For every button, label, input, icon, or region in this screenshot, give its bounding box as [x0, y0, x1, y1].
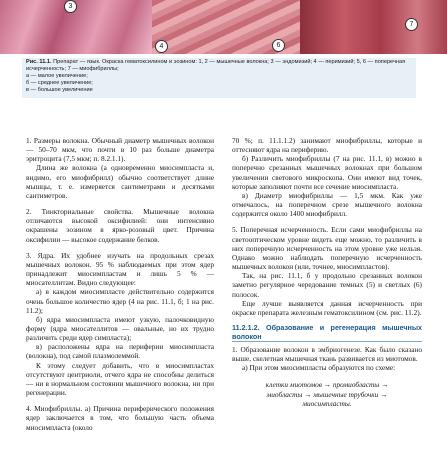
paragraph: 5. Поперечная исчерченность. Если сами миофибриллы на светооптическом уровне видеть еще можно, то различить в них поперечную исчерченность на этом уровне уже нельзя. Однако можно наблюдать поперечную исчерченность мышечных волокон (или, точнее, миосимпластов). [232, 225, 422, 272]
scheme-line: миосимпласты. [302, 398, 352, 408]
left-column [26, 136, 214, 432]
paragraph: 1. Размеры волокна. Обычный диаметр мышечных волокон — 50–70 мкм, что почти в 10 раз больше диаметра эритроцита (7,5 мкм; п. 8.2.1.1). [26, 136, 214, 164]
caption-title: Рис. 11.1. [26, 59, 52, 65]
paragraph: 1. Образование волокон в эмбриогенезе. Как было сказано выше, скелетная мышечная ткань развивается из миотомов. [232, 344, 422, 364]
paragraph: 3. Ядра. Их удобнее изучать на продольных срезах мышечных волокон. 95 % наблюдаемых при этом ядер принадлежит миосимпластам и лишь 5 % — миосателлитам. Видно следующее: [26, 250, 214, 288]
paragraph: 70 %; п. 11.1.1.2) занимают миофибриллы, которые и оттесняют ядра на периферию. [232, 136, 422, 155]
photo-large-magnification [300, 0, 447, 54]
figure-marker: 6 [272, 39, 285, 52]
paragraph: К этому следует добавить, что в миосимпластах отсутствуют центриоли, отчего ядра не способны делиться — ни в нормальном состоянии мышечного волокна, ни при регенерации. [26, 360, 214, 398]
paragraph: в) расположены ядра на периферии миосимпласта (волокна), под самой плазмолеммой. [26, 342, 214, 361]
figure-caption [22, 58, 416, 98]
paragraph: Так, на рис. 11.1, б у продольно срезанных волокон заметно регулярное чередование темных (5) и светлых (6) полосок. [232, 271, 422, 299]
paragraph: а) в каждом миосимпласте действительно содержится очень большое количество ядер (4 на рис. 11.1, б; 1 на рис. 11.2); [26, 287, 214, 315]
paragraph: Длина же волокна (а одновременно миосимпласта и, видимо, его миофибрилл) обычно соответствует длине мышцы, т. е. измеряется сантиметрами и десятками сантиметров. [26, 163, 214, 200]
scheme [232, 380, 422, 407]
scheme-line: миобласты → мышечные трубочки → [266, 389, 388, 399]
paragraph: б) ядра миосимпласта имеют узкую, палочковидную форму (ядра миосателлитов — овальные, но их трудно различить среди ядер симпласта); [26, 314, 214, 343]
paragraph: а) При этом миосимпласты образуются по схеме: [242, 363, 396, 373]
figure-photos [0, 0, 447, 54]
paragraph: б) Различить миофибриллы (7 на рис. 11.1, в) можно в поперечно срезанных мышечных волокнах при большом увеличении светового микроскопа. Они имеют вид точек, которые заполняют почти все сечение миосимпласта. [232, 154, 422, 191]
caption-text: Препарат — язык. Окраска гематоксилином и эозином: 1, 2 — мышечные волокна; 3 — эндомизий; 4 — перимизий; 5, 6 — поперечная исчерченность; 7 — миофибриллы; [26, 59, 406, 73]
figure-marker: 3 [64, 0, 77, 13]
paragraph: 2. Тинкториальные свойства. Мышечные волокна отличаются высокой оксифилией: они интенсивно окрашены эозином в ярко-розовый цвет. Причина оксифилии — высокое содержание белков. [26, 207, 214, 244]
scheme-line: клетки миотомов → промиобласты → [265, 380, 389, 390]
caption-c: в — большое увеличение [26, 87, 93, 94]
paragraph: в) Диаметр миофибриллы — 1,5 мкм. Как уже отмечалось, на поперечном срезе мышечного волокна содержится около 1400 миофибрилл. [232, 190, 422, 219]
right-column [232, 136, 422, 408]
paragraph: Еще лучше выявляется данная исчерченность при окраске препарата железным гематоксилином (см. рис. 11.2). [232, 298, 422, 317]
figure-marker: 4 [155, 40, 168, 53]
paragraph: 4. Миофибриллы. а) Причина периферического положения ядер заключается в том, что большую часть объема миосимпласта (около [26, 404, 214, 432]
caption-a: а — малое увеличение; [26, 73, 88, 80]
subsection-title: 11.2.1.2. Образование и регенерация мышечных волокон [232, 322, 422, 341]
caption-b: б — среднее увеличение; [26, 80, 93, 87]
figure-marker: 7 [405, 18, 418, 31]
